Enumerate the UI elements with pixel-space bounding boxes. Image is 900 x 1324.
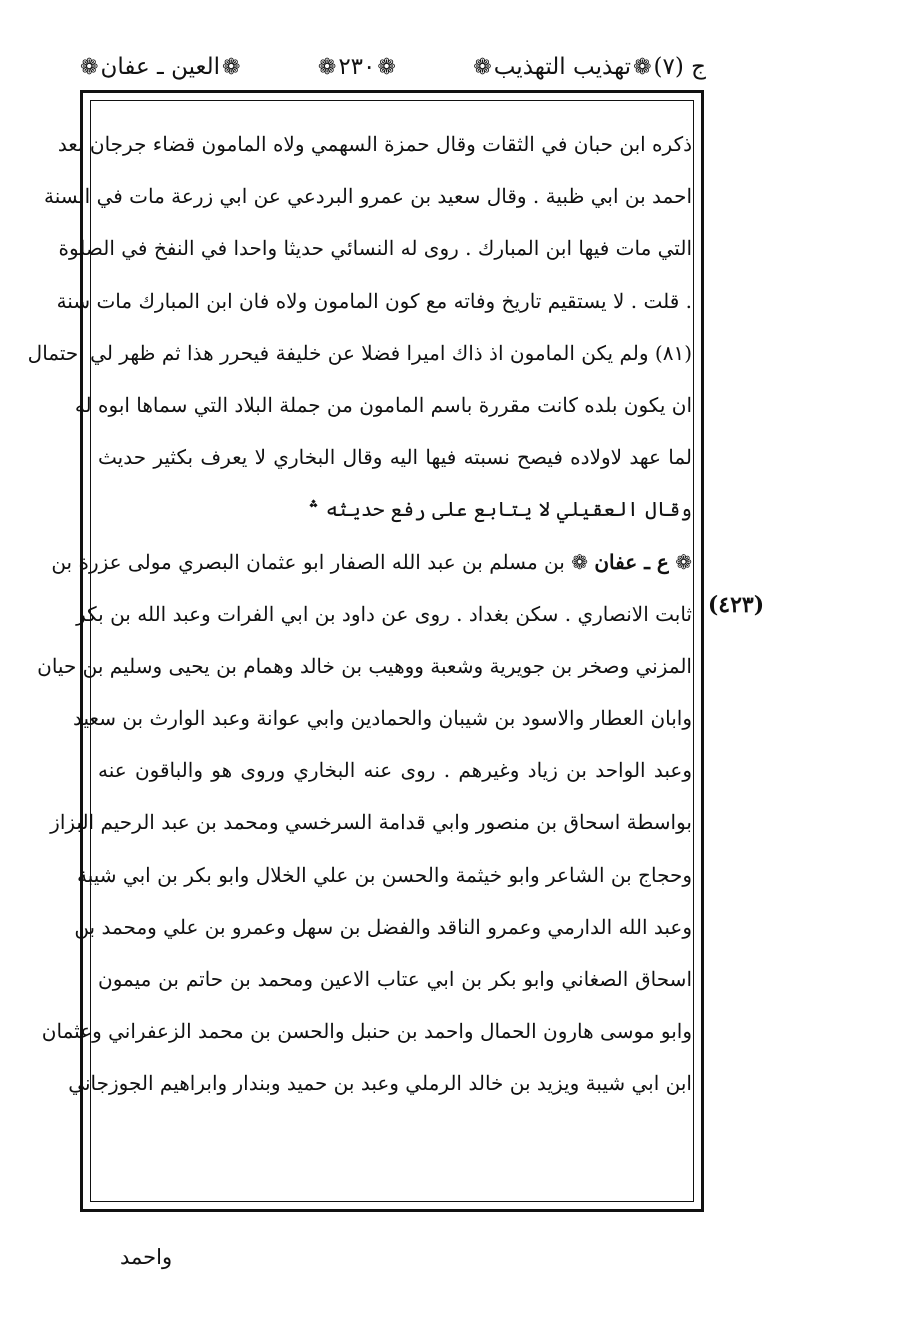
header-book-title: تهذيب التهذيب: [493, 54, 632, 80]
ornament-icon: ❁: [473, 54, 492, 80]
entry-line: بواسطة اسحاق بن منصور وابي قدامة السرخسي ومحمد بن عبد الرحيم البزاز: [50, 810, 692, 835]
entry-first-line-text: بن مسلم بن عبد الله الصفار ابو عثمان البصري مولى عزرة بن: [51, 549, 565, 574]
entry-first-line: [51, 536, 692, 588]
text-line: التي مات فيها ابن المبارك . روى له النسائي حديثا واحدا في النفخ في الصلوة: [58, 236, 692, 261]
ornament-icon: ❁: [222, 54, 241, 80]
header-volume: ج (٧): [653, 54, 706, 80]
ornament-icon: ❁: [80, 54, 99, 80]
body-text: [27, 118, 692, 1110]
entry-line: اسحاق الصغاني وابو بكر بن ابي عتاب الاعين ومحمد بن حاتم بن ميمون: [98, 967, 692, 991]
header-page-number: ٢٣٠: [338, 54, 376, 80]
ornament-icon: ❁: [633, 54, 652, 80]
text-line: وقال العقيلي لا يتابع على رفع حديثه ؞: [307, 497, 692, 522]
entry-line: وحجاج بن الشاعر وابو خيثمة والحسن بن علي الخلال وابو بكر بن ابي شيبة: [77, 862, 692, 887]
text-line: احمد بن ابي ظبية . وقال سعيد بن عمرو البردعي عن ابي زرعة مات في السنة: [43, 184, 692, 209]
entry-line: ثابت الانصاري . سكن بغداد . روى عن داود بن ابي الفرات وعبد الله بن بكر: [76, 601, 692, 626]
ornament-icon: ❁: [317, 54, 337, 80]
ornament-icon: ❁: [675, 549, 692, 574]
entry-heading: ع ـ عفان: [594, 549, 669, 574]
catchword: واحمد: [120, 1245, 173, 1269]
entry-line: ابن ابي شيبة ويزيد بن خالد الرملي وعبد بن حميد وبندار وابراهيم الجوزجاني: [68, 1071, 692, 1096]
header-volume-group: [471, 54, 706, 80]
entry-number: (٤٢٣): [707, 592, 765, 618]
entry-line: وعبد الله الدارمي وعمرو الناقد والفضل بن سهل وعمرو بن علي ومحمد بن: [74, 914, 692, 939]
ornament-icon: ❁: [571, 549, 588, 574]
header-section-group: [78, 54, 242, 80]
header-page-group: [316, 54, 398, 80]
header-section: العين ـ عفان: [100, 54, 221, 80]
entry-line: المزني وصخر بن جويرية وشعبة ووهيب بن خالد وهمام بن يحيى وسليم بن حيان: [37, 653, 692, 678]
entry-line: وابان العطار والاسود بن شيبان والحمادين وابي عوانة وعبد الوارث بن سعيد: [73, 706, 692, 731]
entry-line: وعبد الواحد بن زياد وغيرهم . روى عنه البخاري وروى هو والباقون عنه: [98, 758, 692, 783]
page-header: [78, 44, 706, 90]
text-line: (٨١) ولم يكن المامون اذ ذاك اميرا فضلا عن خليفة فيحرر هذا ثم ظهر لي احتمال: [27, 340, 692, 365]
entry-line: وابو موسى هارون الحمال واحمد بن حنبل والحسن بن محمد الزعفراني وعثمان: [41, 1019, 692, 1044]
text-line: . قلت . لا يستقيم تاريخ وفاته مع كون المامون ولاه فان ابن المبارك مات سنة: [56, 288, 692, 313]
ornament-icon: ❁: [377, 54, 396, 80]
text-line: ان يكون بلده كانت مقررة باسم المامون من جملة البلاد التي سماها ابوه له: [74, 392, 692, 417]
text-line: ذكره ابن حبان في الثقات وقال حمزة السهمي ولاه المامون قضاء جرجان بعد: [57, 132, 692, 156]
text-line: لما عهد لاولاده فيصح نسبته فيها اليه وقال البخاري لا يعرف بكثير حديث: [98, 445, 692, 470]
